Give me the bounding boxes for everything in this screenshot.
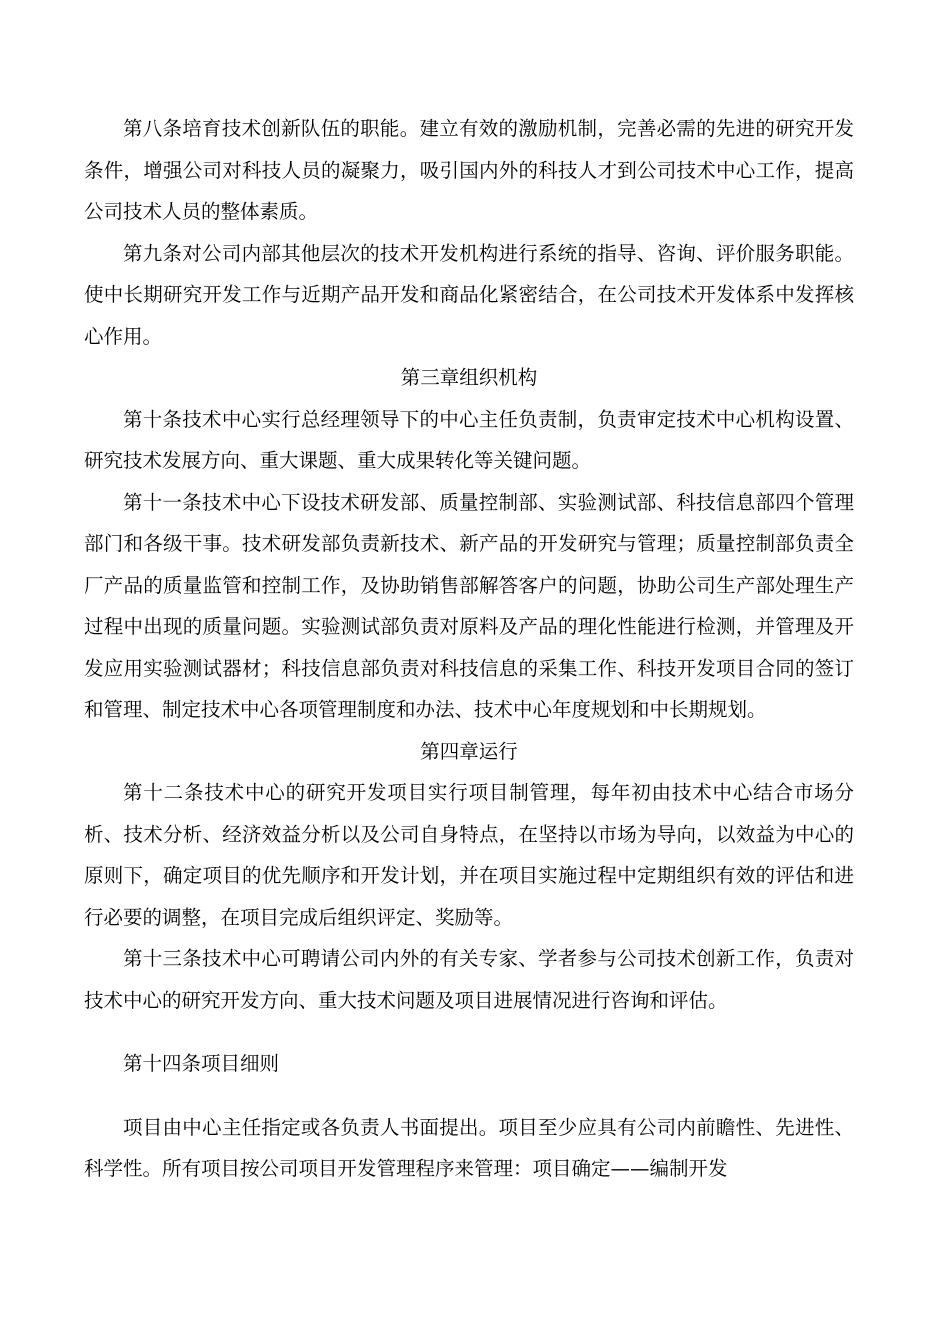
- article-12-paragraph: 第十二条技术中心的研究开发项目实行项目制管理，每年初由技术中心结合市场分析、技术分析、经济效益分析以及公司自身特点，在坚持以市场为导向，以效益为中心的原则下，确定项目的优先顺序和开发计划，并在项目实施过程中定期组织有效的评估和进行必要的调整，在项目完成后组织评定、奖励等。: [84, 781, 854, 929]
- chapter-4-heading: 第四章运行: [420, 739, 518, 763]
- article-13-paragraph: 第十三条技术中心可聘请公司内外的有关专家、学者参与公司技术创新工作，负责对技术中心的研究开发方向、重大技术问题及项目进展情况进行咨询和评估。: [84, 947, 854, 1012]
- document-page: [84, 108, 854, 1190]
- article-10-paragraph: 第十条技术中心实行总经理领导下的中心主任负责制，负责审定技术中心机构设置、研究技术发展方向、重大课题、重大成果转化等关键问题。: [84, 407, 854, 472]
- article-9-paragraph: 第九条对公司内部其他层次的技术开发机构进行系统的指导、咨询、评价服务职能。使中长期研究开发工作与近期产品开发和商品化紧密结合，在公司技术开发体系中发挥核心作用。: [84, 241, 854, 348]
- project-rules-paragraph: 项目由中心主任指定或各负责人书面提出。项目至少应具有公司内前瞻性、先进性、科学性。所有项目按公司项目开发管理程序来管理：项目确定——编制开发: [84, 1115, 854, 1180]
- article-8-paragraph: 第八条培育技术创新队伍的职能。建立有效的激励机制，完善必需的先进的研究开发条件，增强公司对科技人员的凝聚力，吸引国内外的科技人才到公司技术中心工作，提高公司技术人员的整体素质。: [84, 117, 854, 223]
- article-14-heading: 第十四条项目细则: [123, 1052, 280, 1075]
- chapter-3-heading: 第三章组织机构: [400, 366, 538, 389]
- article-11-paragraph: 第十一条技术中心下设技术研发部、质量控制部、实验测试部、科技信息部四个管理部门和各级干事。技术研发部负责新技术、新产品的开发研究与管理；质量控制部负责全厂产品的质量监管和控制工作，及协助销售部解答客户的问题，协助公司生产部处理生产过程中出现的质量问题。实验测试部负责对原料及产品的理化性能进行检测，并管理及开发应用实验测试器材；科技信息部负责对科技信息的采集工作、科技开发项目合同的签订和管理、制定技术中心各项管理制度和办法、技术中心年度规划和中长期规划。: [84, 490, 854, 721]
